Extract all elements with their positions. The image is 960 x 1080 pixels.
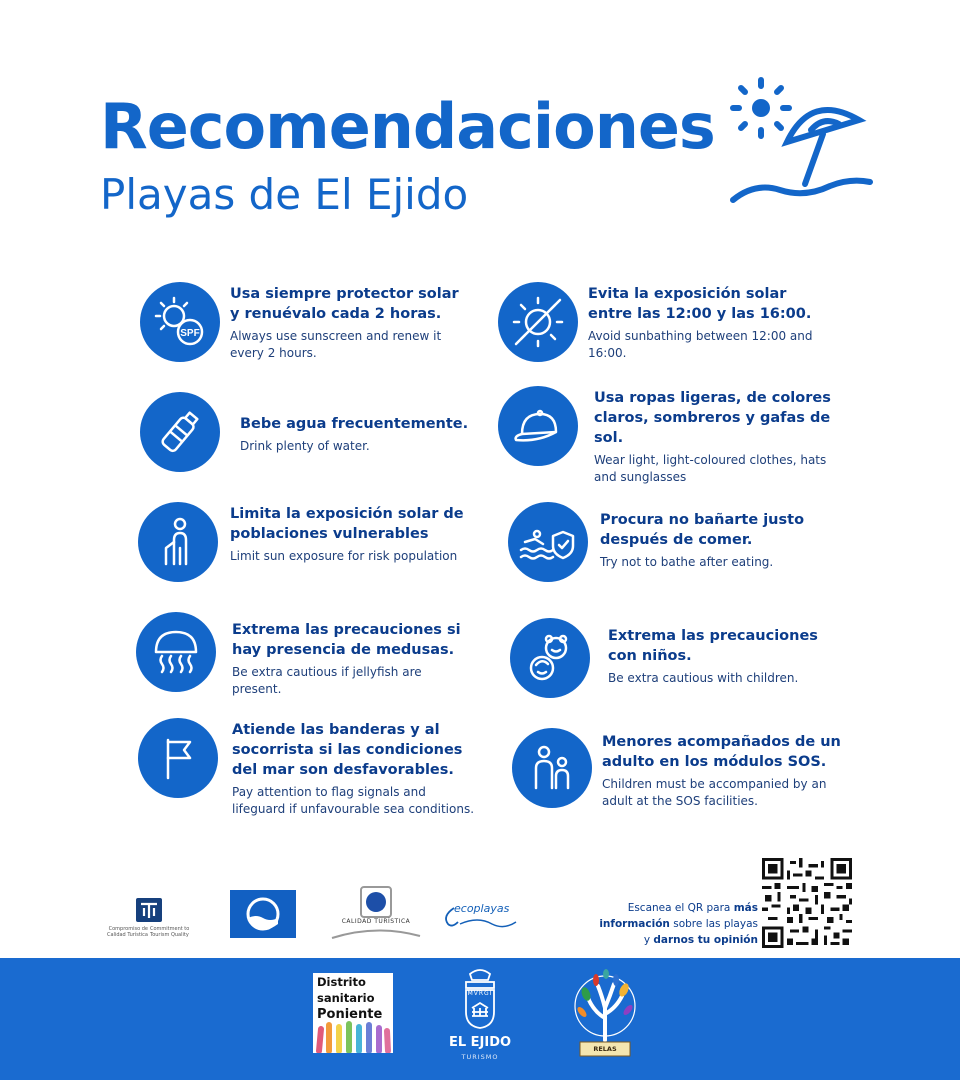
recommendation-en: Be extra cautious if jellyfish are present. xyxy=(232,665,422,696)
qr-code[interactable] xyxy=(762,858,852,948)
blue-flag-logo xyxy=(230,890,296,938)
page-title: Recomendaciones xyxy=(100,90,715,163)
recommendation-en: Pay attention to flag signals and lifeguard if unfavourable sea conditions. xyxy=(232,785,475,816)
relas-label: RELAS xyxy=(593,1045,617,1053)
flag-icon xyxy=(138,718,218,798)
el-ejido-subtitle: TURISMO xyxy=(461,1053,499,1061)
qr-caption: Escanea el QR para más información sobre las playas y darnos tu opinión xyxy=(599,902,758,946)
no-sun-icon xyxy=(498,282,578,362)
recommendation-en: Drink plenty of water. xyxy=(240,439,370,453)
page-subtitle: Playas de El Ejido xyxy=(100,170,469,219)
recommendation-es: Extrema las precauciones con niños. xyxy=(608,628,818,664)
distrito-line3: Poniente xyxy=(317,1007,383,1022)
compromiso-calidad-logo xyxy=(98,898,200,942)
recommendation-es: Usa ropas ligeras, de colores claros, sombreros y gafas de sol. xyxy=(594,390,831,446)
water-bottle-icon xyxy=(140,392,220,472)
recommendation-es: Evita la exposición solar entre las 12:00 y las 16:00. xyxy=(588,286,812,322)
recommendation-es: Atiende las banderas y al socorrista si las condiciones del mar son desfavorables. xyxy=(232,722,463,778)
recommendation-es: Limita la exposición solar de poblaciones vulnerables xyxy=(230,506,464,542)
beach-umbrella-sun-icon xyxy=(725,72,875,212)
murgi-label: MVRGI xyxy=(467,990,493,997)
el-ejido-name: EL EJIDO xyxy=(448,1035,512,1050)
recommendation-en: Try not to bathe after eating. xyxy=(600,555,774,569)
el-ejido-crest-logo xyxy=(460,968,500,1030)
elderly-person-icon xyxy=(138,502,218,582)
children-faces-icon xyxy=(510,618,590,698)
q-calidad-logo xyxy=(330,886,422,940)
swimmer-shield-icon xyxy=(508,502,588,582)
recommendation-es: Procura no bañarte justo después de comer. xyxy=(600,512,805,548)
recommendation-en: Avoid sunbathing between 12:00 and 16:00. xyxy=(588,329,813,360)
relas-tree-logo xyxy=(572,968,638,1058)
adult-child-icon xyxy=(512,728,592,808)
jellyfish-icon xyxy=(136,612,216,692)
sunscreen-spf-icon xyxy=(140,282,220,362)
compromiso-label-en: Commitment to Tourism Quality xyxy=(150,926,190,938)
recommendation-es: Menores acompañados de un adulto en los módulos SOS. xyxy=(602,734,841,770)
cap-icon xyxy=(498,386,578,466)
svg-text:SPF: SPF xyxy=(180,328,200,339)
recommendation-es: Extrema las precauciones si hay presencia de medusas. xyxy=(232,622,461,658)
recommendation-en: Children must be accompanied by an adult at the SOS facilities. xyxy=(602,777,827,808)
recommendation-es: Bebe agua frecuentemente. xyxy=(240,416,469,432)
recommendation-en: Limit sun exposure for risk population xyxy=(230,549,458,563)
recommendation-en: Always use sunscreen and renew it every 2 hours. xyxy=(230,329,442,360)
recommendation-en: Wear light, light-coloured clothes, hats and sunglasses xyxy=(594,453,827,484)
recommendation-en: Be extra cautious with children. xyxy=(608,671,799,685)
distrito-line2: sanitario xyxy=(317,991,375,1005)
ecoplayas-logo xyxy=(440,898,520,938)
ecoplayas-label: ecoplayas xyxy=(454,902,510,915)
recommendation-es: Usa siempre protector solar y renuévalo cada 2 horas. xyxy=(230,286,459,322)
compromiso-label: Compromiso de Calidad Turística xyxy=(106,926,148,938)
q-calidad-label: CALIDAD TURÍSTICA xyxy=(341,918,411,925)
distrito-line1: Distrito xyxy=(317,975,366,989)
distrito-sanitario-logo xyxy=(313,973,393,1053)
